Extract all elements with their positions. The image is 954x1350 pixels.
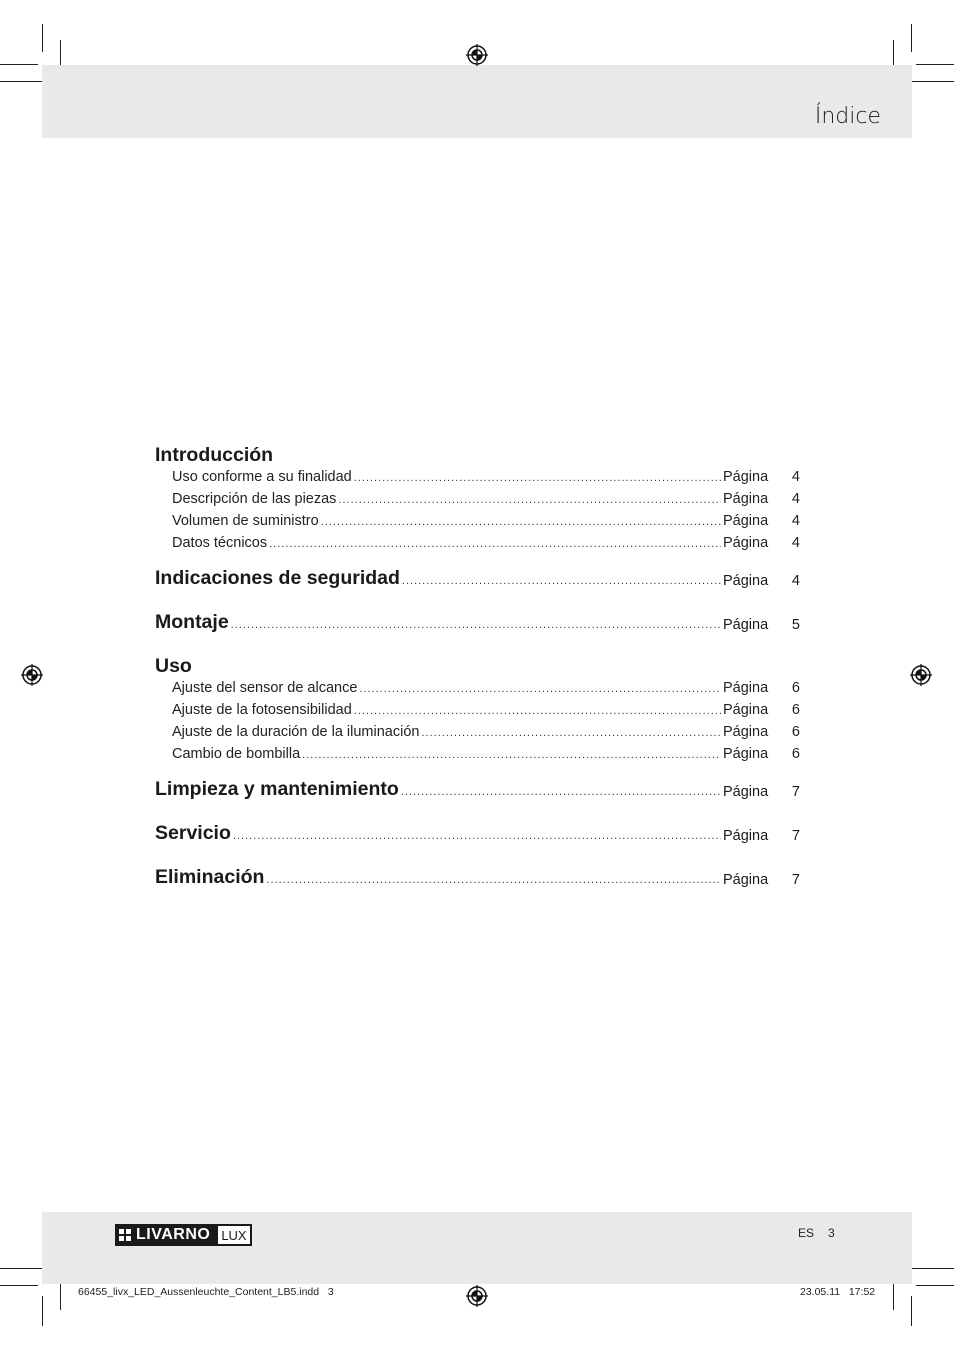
crop-mark xyxy=(0,1285,38,1286)
toc-leader-dots xyxy=(321,516,721,528)
toc-leader-dots xyxy=(401,786,721,798)
toc-page-word: Página xyxy=(723,573,769,589)
toc-section-heading[interactable] xyxy=(155,444,800,469)
toc-leader-dots xyxy=(354,472,721,484)
toc-page-number: 6 xyxy=(791,702,800,718)
toc-leader-dots xyxy=(402,575,721,587)
brand-sub: LUX xyxy=(216,1224,251,1246)
toc-page-word: Página xyxy=(723,784,769,800)
crop-mark xyxy=(0,64,38,65)
toc-page-word: Página xyxy=(723,680,769,696)
toc-leader-dots xyxy=(269,538,721,550)
toc-page-word: Página xyxy=(723,535,769,551)
toc-section-label: Limpieza y mantenimiento xyxy=(155,778,399,800)
footer-band xyxy=(42,1212,912,1284)
toc-leader-dots xyxy=(302,749,721,761)
toc-page-number: 4 xyxy=(791,573,800,589)
toc-page-word: Página xyxy=(723,469,769,485)
toc-page-word: Página xyxy=(723,617,769,633)
toc-page-number: 7 xyxy=(791,872,800,888)
registration-mark-icon xyxy=(466,1285,488,1307)
table-of-contents xyxy=(155,444,800,910)
toc-section-label: Uso xyxy=(155,655,192,677)
crop-mark xyxy=(911,1296,912,1326)
toc-entry[interactable] xyxy=(155,491,800,513)
toc-page-number: 7 xyxy=(791,828,800,844)
toc-entry-label: Volumen de suministro xyxy=(172,513,319,529)
toc-page-number: 6 xyxy=(791,724,800,740)
crop-mark xyxy=(911,24,912,52)
toc-page-number: 6 xyxy=(791,680,800,696)
toc-page-word: Página xyxy=(723,491,769,507)
toc-section-entry[interactable] xyxy=(155,822,800,866)
toc-section-label: Montaje xyxy=(155,611,229,633)
toc-leader-dots xyxy=(421,727,721,739)
toc-entry-label: Uso conforme a su finalidad xyxy=(172,469,352,485)
print-slug-file: 66455_livx_LED_Aussenleuchte_Content_LB5.indd 3 xyxy=(78,1286,334,1298)
footer-language-page xyxy=(798,1226,835,1240)
toc-entry-label: Cambio de bombilla xyxy=(172,746,301,762)
toc-leader-dots xyxy=(266,874,721,886)
brand-logo-main xyxy=(115,1224,216,1246)
toc-entry-label: Datos técnicos xyxy=(172,535,268,551)
toc-page-number: 4 xyxy=(791,535,800,551)
toc-leader-dots xyxy=(338,494,721,506)
toc-entry-label: Ajuste del sensor de alcance xyxy=(172,680,358,696)
toc-section-label: Servicio xyxy=(155,822,231,844)
crop-mark xyxy=(893,1282,894,1310)
logo-squares-icon xyxy=(119,1229,131,1241)
crop-mark xyxy=(916,64,954,65)
toc-leader-dots xyxy=(233,830,721,842)
toc-page-word: Página xyxy=(723,828,769,844)
toc-section-entry[interactable] xyxy=(155,567,800,611)
page-number: 3 xyxy=(828,1226,835,1240)
toc-page-number: 4 xyxy=(791,513,800,529)
toc-page-number: 5 xyxy=(791,617,800,633)
toc-page-word: Página xyxy=(723,746,769,762)
toc-page-number: 7 xyxy=(791,784,800,800)
crop-mark xyxy=(42,1296,43,1326)
language-code: ES xyxy=(798,1226,815,1240)
toc-page-word: Página xyxy=(723,724,769,740)
toc-section-entry[interactable] xyxy=(155,778,800,822)
toc-entry[interactable] xyxy=(155,680,800,702)
toc-page-word: Página xyxy=(723,872,769,888)
toc-section-entry[interactable] xyxy=(155,611,800,655)
registration-mark-icon xyxy=(910,664,932,686)
toc-entry[interactable] xyxy=(155,469,800,491)
toc-leader-dots xyxy=(354,705,721,717)
toc-entry[interactable] xyxy=(155,702,800,724)
crop-mark xyxy=(906,81,954,82)
crop-mark xyxy=(42,24,43,52)
toc-section-label: Indicaciones de seguridad xyxy=(155,567,400,589)
toc-entry[interactable] xyxy=(155,746,800,768)
crop-mark xyxy=(60,1282,61,1310)
toc-entry-label: Ajuste de la duración de la iluminación xyxy=(172,724,420,740)
toc-section-heading[interactable] xyxy=(155,655,800,680)
toc-leader-dots xyxy=(231,619,721,631)
toc-page-word: Página xyxy=(723,702,769,718)
registration-mark-icon xyxy=(466,44,488,66)
toc-entry-label: Ajuste de la fotosensibilidad xyxy=(172,702,352,718)
brand-name: LIVARNO xyxy=(136,1226,211,1243)
toc-leader-dots xyxy=(359,683,721,695)
toc-page-number: 6 xyxy=(791,746,800,762)
crop-mark xyxy=(906,1268,954,1269)
brand-logo xyxy=(115,1224,273,1246)
crop-mark xyxy=(916,1285,954,1286)
toc-page-number: 4 xyxy=(791,469,800,485)
toc-section-entry[interactable] xyxy=(155,866,800,910)
toc-entry-label: Descripción de las piezas xyxy=(172,491,337,507)
toc-entry[interactable] xyxy=(155,535,800,557)
crop-mark xyxy=(0,1268,48,1269)
toc-entry[interactable] xyxy=(155,724,800,746)
registration-mark-icon xyxy=(21,664,43,686)
toc-page-word: Página xyxy=(723,513,769,529)
page-title: Índice xyxy=(814,104,881,129)
toc-section-label: Eliminación xyxy=(155,866,265,888)
crop-mark xyxy=(0,81,48,82)
header-band xyxy=(42,65,912,138)
print-slug-date: 23.05.11 17:52 xyxy=(800,1286,876,1298)
toc-entry[interactable] xyxy=(155,513,800,535)
toc-page-number: 4 xyxy=(791,491,800,507)
toc-section-label: Introducción xyxy=(155,444,274,466)
